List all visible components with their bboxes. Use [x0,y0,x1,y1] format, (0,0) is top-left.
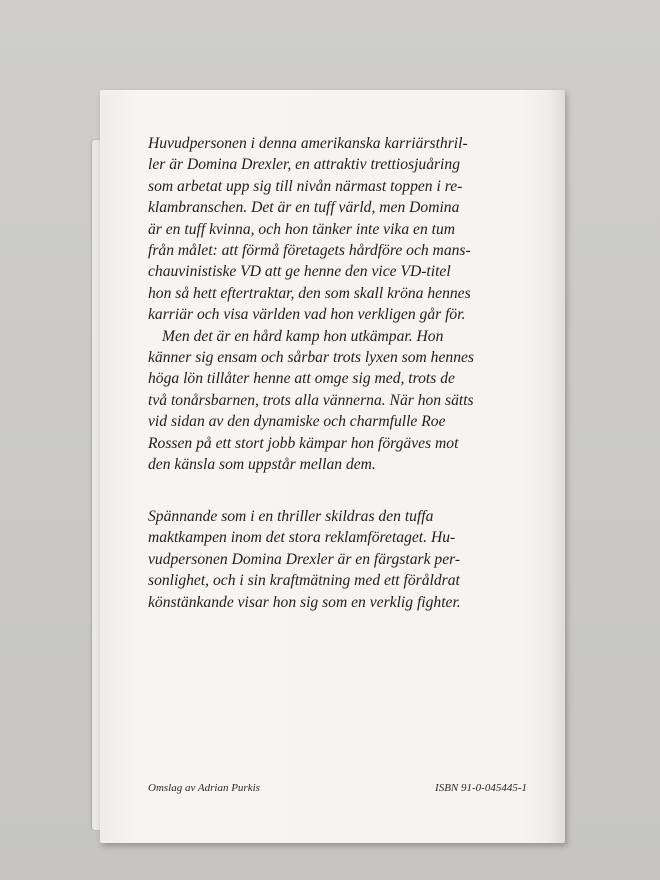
cover-credit: Omslag av Adrian Purkis [148,782,260,794]
cover-shading [547,90,565,843]
review-blurb [148,506,543,613]
synopsis-blurb [148,133,543,476]
book-back-cover [100,90,565,843]
isbn-number: ISBN 91-0-045445-1 [435,782,527,794]
synopsis-paragraph-2: Men det är en hård kamp hon utkämpar. Hon känner sig ensam och sårbar trots lyxen som hennes höga lön tillåter henne att omge sig med, trots de två tonårsbarnen, trots alla vännerna. När hon sätts vid sidan av den dynamiske och charmfulle Roe Rossen på ett stort jobb kämpar hon förgäves mot den känsla som uppstår mellan dem. [148,327,474,474]
synopsis-paragraph-1: Huvudpersonen i denna amerikanska karriärsthril- ler är Domina Drexler, en attraktiv trettiosjuåring som arbetat upp sig till nivån närmast toppen i re- klambranschen. Det är en tuff värld, men Domina är en tuff kvinna, och hon tänker inte vika en tum från målet: att förmå företagets hårdföre och mans- chauvinistiske VD att ge henne den vice VD-titel hon så hett eftertraktar, den som skall kröna hennes karriär och visa världen vad hon verkligen går för. [148,135,471,324]
review-text: Spännande som i en thriller skildras den tuffa maktkampen inom det stora reklamföretaget. Hu- vudpersonen Domina Drexler är en färgstark per- sonlighet, och i sin kraftmätning med ett föråldrat könstänkande visar hon sig som en verklig fighter. [148,508,461,611]
